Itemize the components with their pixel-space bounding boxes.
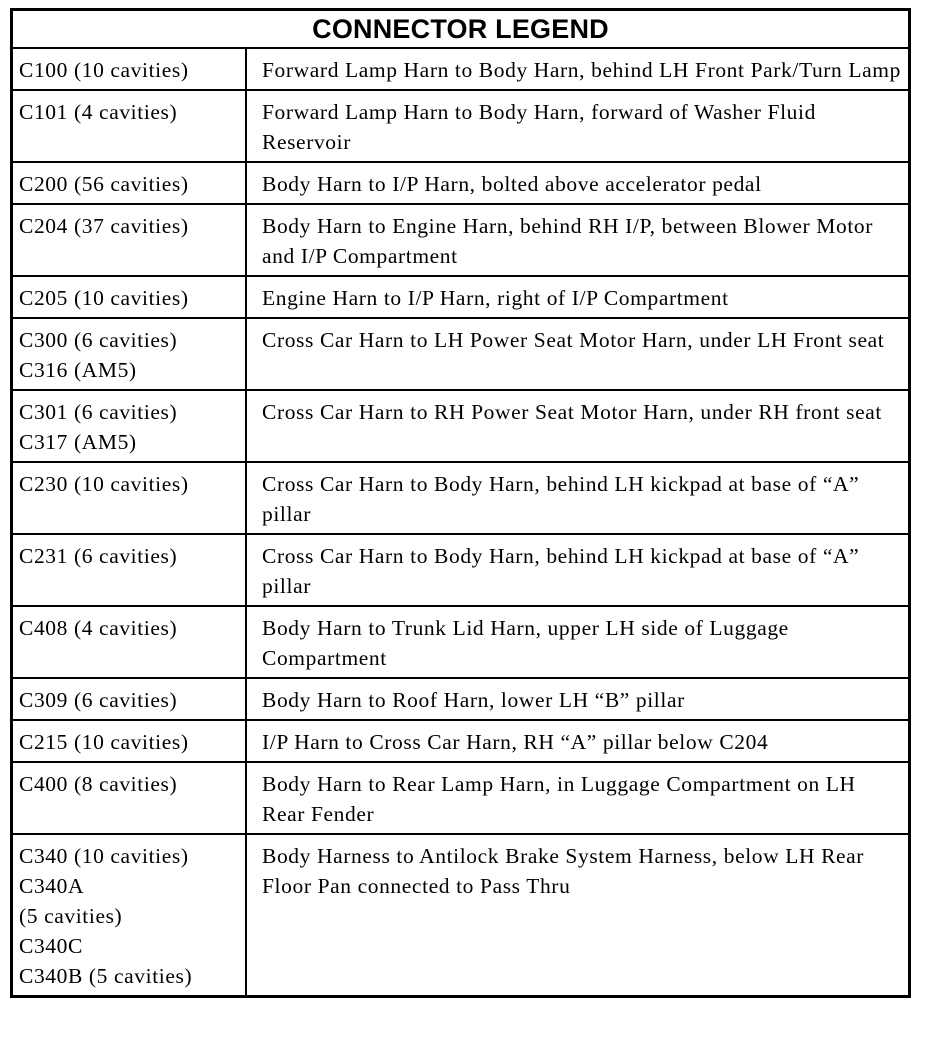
description-cell: I/P Harn to Cross Car Harn, RH “A” pillar below C204 xyxy=(246,720,910,762)
connector-cell xyxy=(12,48,247,90)
connector-id: C340A xyxy=(19,874,85,898)
connector-id: C200 (56 cavities) xyxy=(19,172,189,196)
connector-id: C300 (6 cavities) xyxy=(19,328,178,352)
connector-cell xyxy=(12,90,247,162)
table-row xyxy=(12,606,910,678)
description-cell: Cross Car Harn to Body Harn, behind LH kickpad at base of “A” pillar xyxy=(246,534,910,606)
connector-cell xyxy=(12,462,247,534)
connector-id: C400 (8 cavities) xyxy=(19,772,178,796)
table-row xyxy=(12,276,910,318)
connector-cell xyxy=(12,720,247,762)
connector-id: C317 (AM5) xyxy=(19,430,137,454)
table-row xyxy=(12,720,910,762)
description-cell: Engine Harn to I/P Harn, right of I/P Compartment xyxy=(246,276,910,318)
legend-body xyxy=(12,48,910,997)
description-cell: Body Harness to Antilock Brake System Harness, below LH Rear Floor Pan connected to Pass Thru xyxy=(246,834,910,997)
connector-id: (5 cavities) xyxy=(19,904,123,928)
legend-title: CONNECTOR LEGEND xyxy=(12,10,910,49)
connector-id: C215 (10 cavities) xyxy=(19,730,189,754)
connector-id: C408 (4 cavities) xyxy=(19,616,178,640)
description-cell: Body Harn to I/P Harn, bolted above accelerator pedal xyxy=(246,162,910,204)
table-row xyxy=(12,90,910,162)
connector-id: C205 (10 cavities) xyxy=(19,286,189,310)
connector-cell xyxy=(12,534,247,606)
connector-cell xyxy=(12,318,247,390)
connector-id: C100 (10 cavities) xyxy=(19,58,189,82)
table-row xyxy=(12,834,910,997)
table-row xyxy=(12,162,910,204)
connector-id: C316 (AM5) xyxy=(19,358,137,382)
description-cell: Cross Car Harn to RH Power Seat Motor Harn, under RH front seat xyxy=(246,390,910,462)
table-row xyxy=(12,318,910,390)
connector-cell xyxy=(12,762,247,834)
table-row xyxy=(12,534,910,606)
connector-cell xyxy=(12,606,247,678)
table-row xyxy=(12,462,910,534)
table-row xyxy=(12,48,910,90)
connector-cell xyxy=(12,834,247,997)
table-row xyxy=(12,762,910,834)
connector-id: C101 (4 cavities) xyxy=(19,100,178,124)
connector-id: C340 (10 cavities) xyxy=(19,844,189,868)
connector-cell xyxy=(12,276,247,318)
table-row xyxy=(12,204,910,276)
connector-id: C230 (10 cavities) xyxy=(19,472,189,496)
description-cell: Body Harn to Roof Harn, lower LH “B” pillar xyxy=(246,678,910,720)
description-cell: Body Harn to Rear Lamp Harn, in Luggage Compartment on LH Rear Fender xyxy=(246,762,910,834)
connector-cell xyxy=(12,162,247,204)
description-cell: Body Harn to Trunk Lid Harn, upper LH side of Luggage Compartment xyxy=(246,606,910,678)
connector-id: C301 (6 cavities) xyxy=(19,400,178,424)
description-cell: Forward Lamp Harn to Body Harn, behind LH Front Park/Turn Lamp xyxy=(246,48,910,90)
connector-id: C340C xyxy=(19,934,83,958)
connector-id: C309 (6 cavities) xyxy=(19,688,178,712)
description-cell: Cross Car Harn to Body Harn, behind LH kickpad at base of “A” pillar xyxy=(246,462,910,534)
description-cell: Cross Car Harn to LH Power Seat Motor Harn, under LH Front seat xyxy=(246,318,910,390)
connector-id: C231 (6 cavities) xyxy=(19,544,178,568)
connector-cell xyxy=(12,204,247,276)
title-row xyxy=(12,10,910,49)
connector-cell xyxy=(12,390,247,462)
table-row xyxy=(12,390,910,462)
table-row xyxy=(12,678,910,720)
connector-id: C340B (5 cavities) xyxy=(19,964,193,988)
description-cell: Body Harn to Engine Harn, behind RH I/P, between Blower Motor and I/P Compartment xyxy=(246,204,910,276)
connector-id: C204 (37 cavities) xyxy=(19,214,189,238)
connector-cell xyxy=(12,678,247,720)
description-cell: Forward Lamp Harn to Body Harn, forward of Washer Fluid Reservoir xyxy=(246,90,910,162)
connector-legend-table xyxy=(10,8,911,998)
